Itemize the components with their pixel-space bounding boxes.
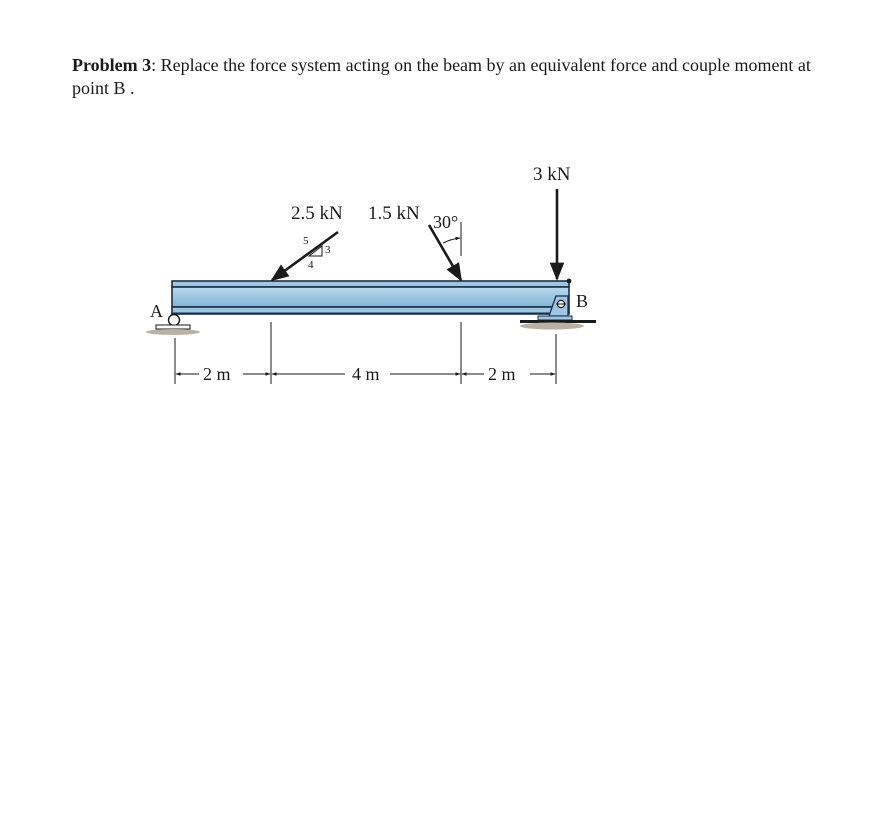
- angle-30-label: 30°: [433, 212, 459, 232]
- force-2-5kn-label: 2.5 kN: [291, 203, 343, 224]
- dimension-4m: 4 m: [352, 364, 380, 384]
- point-b-label: B: [576, 291, 589, 311]
- slope-run-label: 4: [308, 259, 314, 271]
- problem-label: Problem 3: [72, 55, 152, 75]
- slope-rise-label: 3: [325, 244, 331, 256]
- force-1-5kn-arrow: [429, 225, 461, 280]
- force-1-5kn-label: 1.5 kN: [368, 203, 420, 224]
- angle-arc: [443, 238, 460, 243]
- point-a-label: A: [150, 301, 163, 321]
- slope-hyp-label: 5: [303, 235, 309, 247]
- problem-text: Replace the force system acting on the beam by an equivalent force and couple moment at point B .: [72, 55, 811, 98]
- problem-colon: :: [151, 55, 157, 75]
- dimension-2m-right: 2 m: [488, 364, 516, 384]
- beam: [172, 281, 569, 314]
- dimension-2m-left: 2 m: [203, 364, 231, 384]
- force-3kn-label: 3 kN: [533, 164, 571, 185]
